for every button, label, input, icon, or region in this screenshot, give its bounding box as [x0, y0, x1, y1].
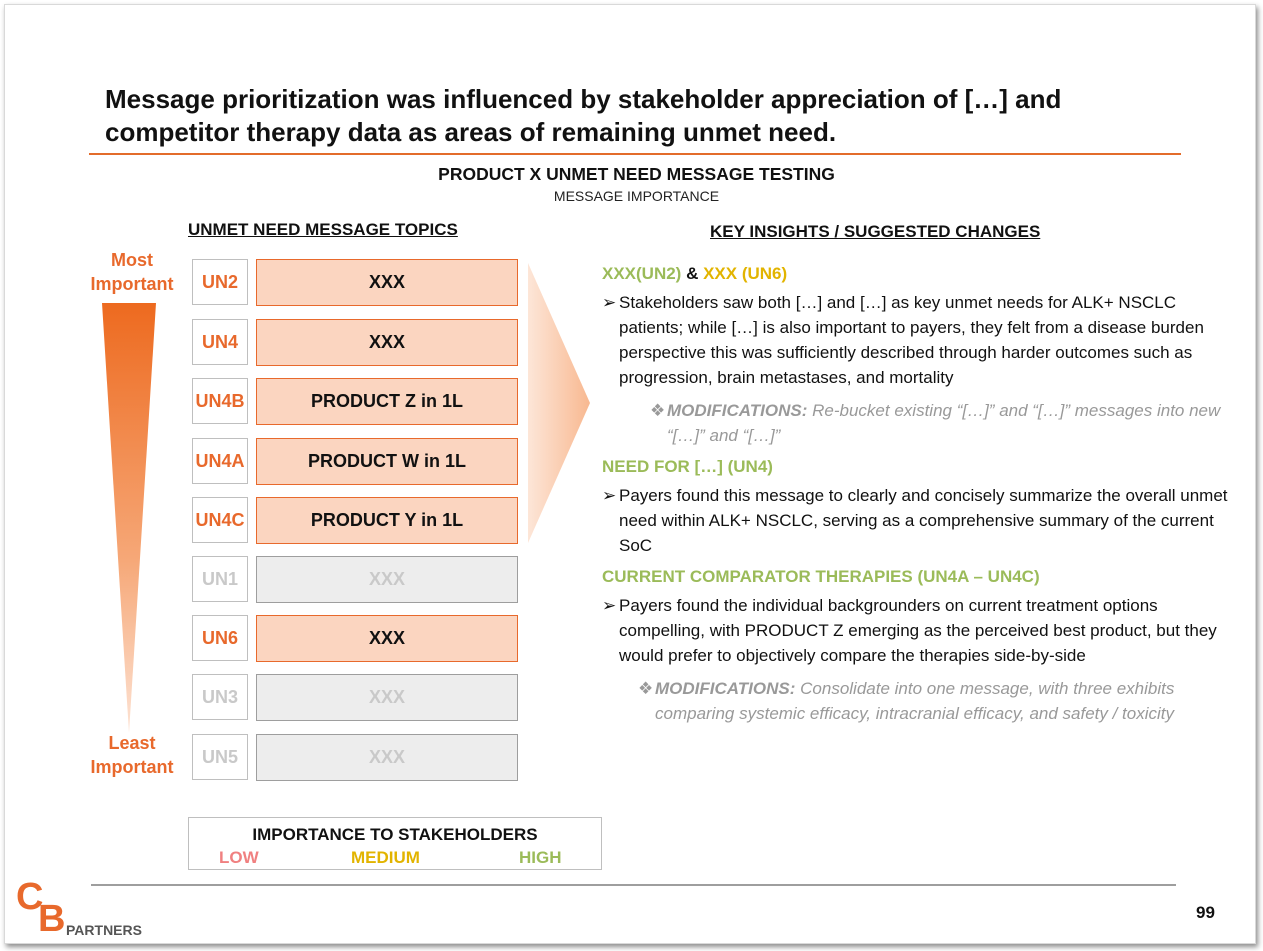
- message-label: XXX: [256, 319, 518, 366]
- modification-label: MODIFICATIONS:: [655, 679, 796, 698]
- importance-legend: [188, 817, 602, 870]
- message-label: XXX: [256, 734, 518, 781]
- modification-note: [650, 398, 1242, 448]
- message-label: XXX: [256, 556, 518, 603]
- message-code: UN3: [192, 674, 248, 720]
- message-code: UN2: [192, 259, 248, 305]
- modification-text: Re-bucket existing “[…]” and “[…]” messages into new “[…]” and “[…]”: [667, 401, 1221, 445]
- title-underline: [89, 153, 1181, 155]
- insight-heading-amp: &: [681, 264, 704, 283]
- insight-heading-un4: NEED FOR […] (UN4): [602, 457, 773, 476]
- insight-heading-un4a-un4c: CURRENT COMPARATOR THERAPIES (UN4A – UN4C): [602, 567, 1040, 586]
- importance-gradient-triangle: [102, 303, 156, 733]
- modification-text: Consolidate into one message, with three exhibits comparing systemic efficacy, intracranial efficacy, and safety / toxicity: [655, 679, 1175, 723]
- insight-heading-part1: XXX(UN2): [602, 264, 682, 283]
- cb-partners-logo: [16, 876, 166, 942]
- legend-title: IMPORTANCE TO STAKEHOLDERS: [252, 825, 538, 844]
- message-code: UN4C: [192, 497, 248, 543]
- diamond-bullet-icon: ❖: [638, 679, 654, 698]
- section-subtitle: MESSAGE IMPORTANCE: [553, 188, 720, 204]
- insight-bullet-text: Stakeholders saw both […] and […] as key unmet needs for ALK+ NSCLC patients; while […] is also important to payers, they felt from a disease burden perspective this was sufficiently described through harder outcomes such as progression, brain metastases, and mortality: [619, 293, 1204, 387]
- arrow-bullet-icon: ➢: [602, 596, 617, 615]
- left-column-header: UNMET NEED MESSAGE TOPICS: [188, 220, 458, 239]
- insights-panel: [602, 255, 1242, 730]
- message-label: PRODUCT Z in 1L: [256, 378, 518, 425]
- arrow-bullet-icon: ➢: [602, 486, 617, 505]
- message-code: UN4: [192, 319, 248, 365]
- legend-medium: MEDIUM: [351, 848, 420, 867]
- message-label: XXX: [256, 615, 518, 662]
- message-label: XXX: [256, 674, 518, 721]
- message-code: UN4B: [192, 378, 248, 424]
- logo-partners-text: PARTNERS: [66, 922, 142, 938]
- scale-top-label: Most Important: [90, 250, 174, 294]
- insight-heading-un2-un6: [602, 261, 1242, 286]
- message-code: UN1: [192, 556, 248, 602]
- message-label: PRODUCT W in 1L: [256, 438, 518, 485]
- scale-bottom-label: Least Important: [90, 733, 174, 777]
- slide: [4, 4, 1256, 944]
- section-title: PRODUCT X UNMET NEED MESSAGE TESTING: [438, 164, 835, 184]
- message-code: UN5: [192, 734, 248, 780]
- slide-title: Message prioritization was influenced by stakeholder appreciation of […] and competitor therapy data as areas of remaining unmet need.: [105, 84, 1062, 147]
- chevron-arrow-icon: [528, 263, 590, 543]
- diamond-bullet-icon: ❖: [650, 401, 666, 420]
- arrow-bullet-icon: ➢: [602, 293, 617, 312]
- insight-heading-part2: XXX (UN6): [703, 264, 788, 283]
- page-number: 99: [1196, 903, 1215, 922]
- message-label: XXX: [256, 259, 518, 306]
- modification-label: MODIFICATIONS:: [667, 401, 808, 420]
- modification-note: [638, 676, 1242, 726]
- message-label: PRODUCT Y in 1L: [256, 497, 518, 544]
- legend-low: LOW: [219, 848, 259, 867]
- insight-bullet-text: Payers found this message to clearly and concisely summarize the overall unmet need within ALK+ NSCLC, serving as a comprehensive summary of the current SoC: [619, 486, 1228, 555]
- legend-high: HIGH: [519, 848, 562, 867]
- right-column-header: KEY INSIGHTS / SUGGESTED CHANGES: [710, 222, 1041, 241]
- insight-bullet-text: Payers found the individual backgrounders on current treatment options compelling, with PRODUCT Z emerging as the perceived best product, but they would prefer to objectively compare the therapies side-by-side: [619, 596, 1217, 665]
- message-code: UN4A: [192, 438, 248, 484]
- logo-letter-b: B: [38, 898, 66, 940]
- insight-bullet: [602, 593, 1242, 668]
- logo-letter-c: C: [16, 876, 44, 918]
- message-code: UN6: [192, 615, 248, 661]
- insight-bullet: [602, 483, 1242, 558]
- footer-divider: [91, 884, 1176, 886]
- insight-bullet: [602, 290, 1242, 390]
